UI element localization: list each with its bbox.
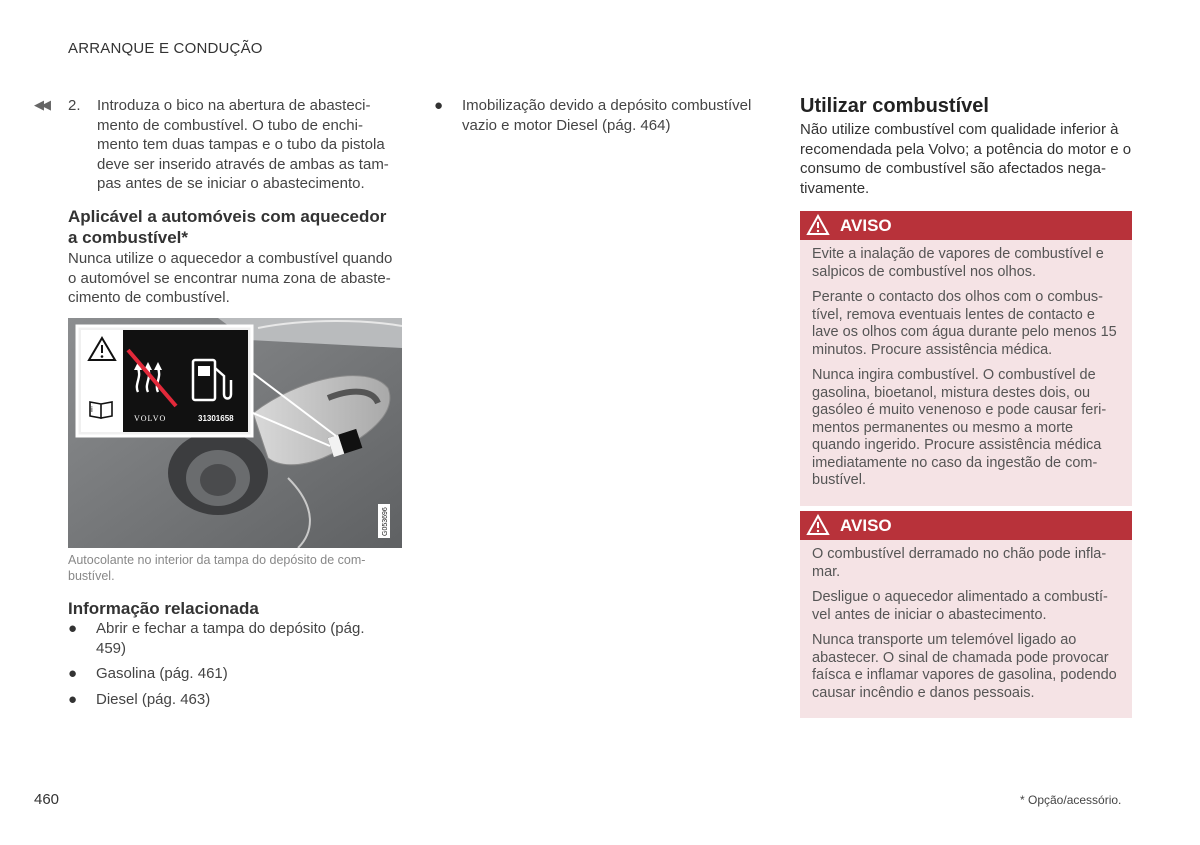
step-number: 2.	[68, 97, 81, 114]
related-link-item[interactable]	[68, 619, 368, 658]
fuel-cap-sticker-photo	[68, 318, 402, 548]
sticker-brand: VOLVO	[134, 414, 167, 423]
related-link-item[interactable]	[68, 664, 368, 684]
bullet-dot-icon: ●	[434, 97, 444, 114]
footnote: * Opção/acessório.	[1020, 793, 1122, 807]
warning-label: AVISO	[840, 516, 892, 535]
column2-bullet-list	[434, 96, 754, 141]
related-info-heading: Informação relacionada	[68, 599, 259, 618]
related-links-list	[68, 619, 368, 715]
warning-body	[800, 540, 1132, 718]
warning-label: AVISO	[840, 216, 892, 235]
warning-triangle-icon	[806, 514, 830, 536]
related-link-text[interactable]: Abrir e fechar a tampa do depósito (pág. 459)	[96, 620, 365, 657]
fuel-usage-intro: Não utilize combustível com qualidade inferior à recomendada pela Volvo; a potência do motor e o consumo de combustível são afectados nega-tivamente.	[800, 121, 1132, 197]
warning-paragraph: Evite a inalação de vapores de combustível e salpicos de combustível nos olhos.	[812, 246, 1104, 280]
warning-paragraph: O combustível derramado no chão pode infla-mar.	[812, 546, 1107, 580]
bullet-dot-icon: ●	[68, 620, 78, 637]
warning-paragraph: Desligue o aquecedor alimentado a combustí-vel antes de iniciar o abastecimento.	[812, 589, 1108, 623]
list-item-text[interactable]: Imobilização devido a depósito combustível vazio e motor Diesel (pág. 464)	[462, 97, 752, 134]
sticker-part-number: 31301658	[198, 414, 234, 423]
warning-header	[800, 211, 1132, 240]
warning-box-1	[800, 211, 1132, 506]
related-link-item[interactable]	[68, 690, 368, 710]
related-link-text[interactable]: Gasolina (pág. 461)	[96, 665, 228, 682]
step-text: Introduza o bico na abertura de abasteci-mento de combustível. O tubo de enchi-mento tem duas tampas e o tubo da pistola deve ser inserido através de ambas as tam-pas antes de se iniciar o abastecimento.	[97, 97, 389, 192]
warning-header	[800, 511, 1132, 540]
subheading-fuel-heater: Aplicável a automóveis com aquecedor a combustível*	[68, 207, 387, 247]
warning-triangle-icon	[806, 214, 830, 236]
back-arrows-icon[interactable]: ◀◀	[34, 97, 48, 112]
fuel-heater-text: Nunca utilize o aquecedor a combustível quando o automóvel se encontrar numa zona de abaste-cimento de combustível.	[68, 250, 393, 306]
image-code: G053696	[382, 507, 389, 536]
bullet-dot-icon: ●	[68, 665, 78, 682]
warning-paragraph: Nunca transporte um telemóvel ligado ao abastecer. O sinal de chamada pode provocar faísca e inflamar vapores de gasolina, podendo causar incêndio e danos pessoais.	[812, 632, 1117, 701]
related-link-text[interactable]: Diesel (pág. 463)	[96, 690, 211, 708]
page-number: 460	[34, 791, 60, 808]
section-title: ARRANQUE E CONDUÇÃO	[68, 40, 263, 57]
warning-body	[800, 240, 1132, 506]
fuel-cap-illustration	[68, 318, 402, 548]
warning-box-2	[800, 511, 1132, 718]
svg-text:i: i	[91, 405, 93, 414]
warning-paragraph: Nunca ingira combustível. O combustível de gasolina, bioetanol, mistura destes dois, ou gasóleo é muito venenoso e pode causar feri-mentos permanentes ou mesmo a morte quando ingerido. Procure assistência médica imediatamente no caso da ingestão de com-bustível.	[812, 367, 1107, 488]
fuel-usage-heading: Utilizar combustível	[800, 95, 989, 117]
bullet-dot-icon: ●	[68, 690, 78, 708]
list-item[interactable]	[434, 96, 754, 135]
warning-paragraph: Perante o contacto dos olhos com o combus-tível, remova eventuais lentes de contacto e lave os olhos com água durante pelo menos 15 minutos. Procure assistência médica.	[812, 289, 1117, 358]
photo-caption: Autocolante no interior da tampa do depósito de com-bustível.	[68, 553, 366, 583]
